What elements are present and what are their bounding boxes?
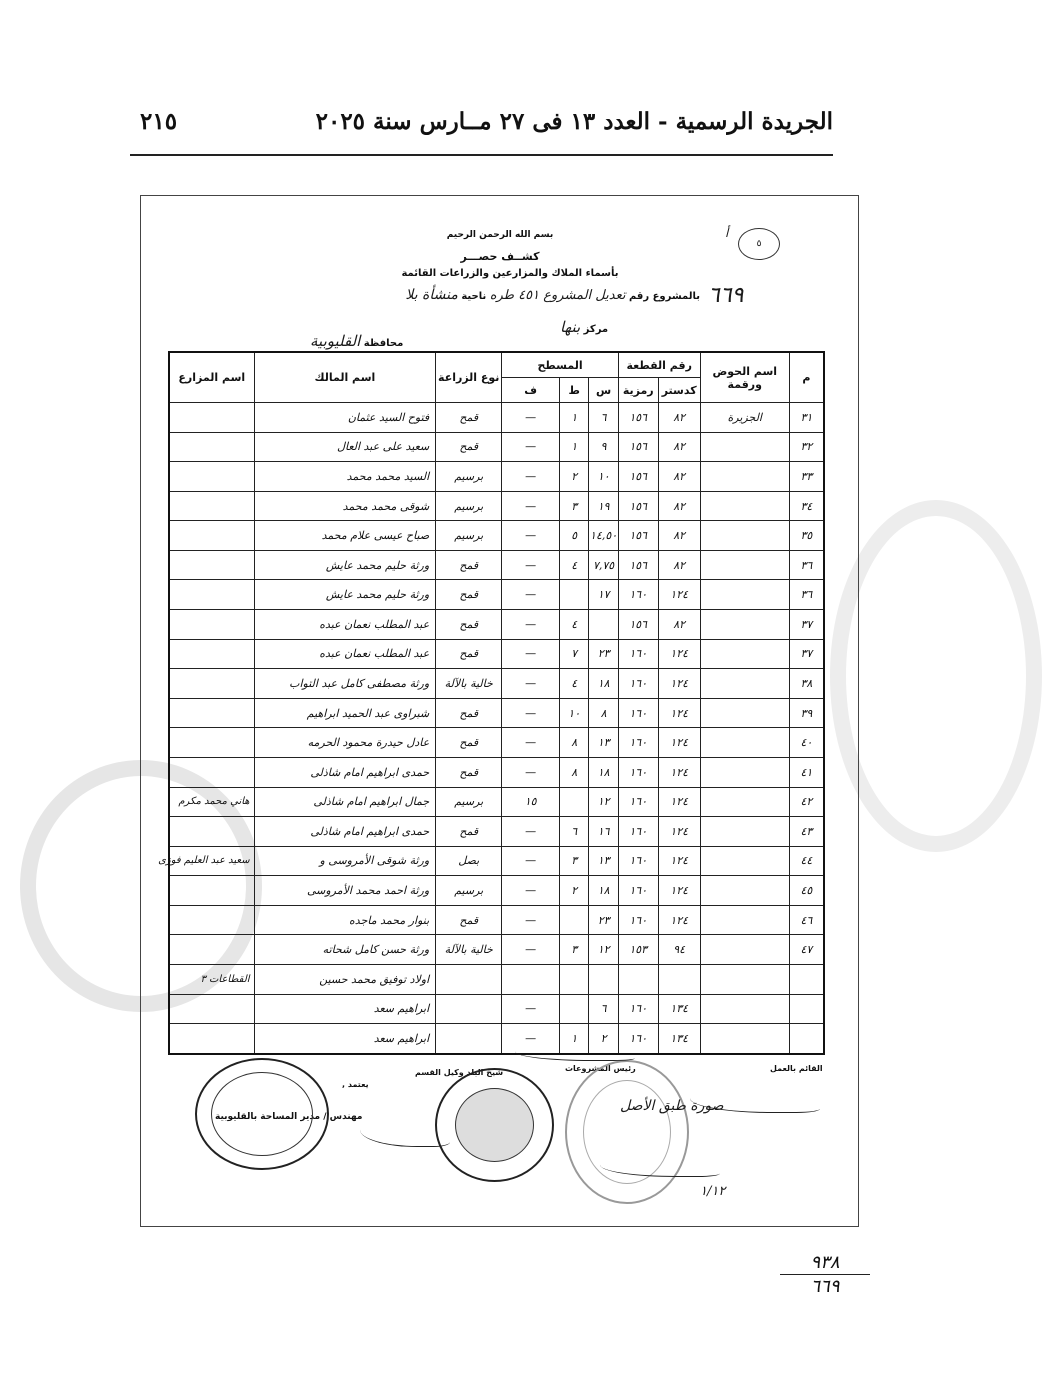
- cadastre-no: ١٢٤: [658, 817, 700, 847]
- area-sahm: ١٦: [589, 817, 618, 847]
- cadastre-no: ٨٢: [658, 462, 700, 492]
- farmer-name: سعيد عبد العليم فوزى: [169, 846, 254, 876]
- symbolic-no: ١٦٠: [618, 905, 658, 935]
- row-number: ٤٢: [789, 787, 824, 817]
- farmer-name: [169, 639, 254, 669]
- basin-name: [700, 1024, 789, 1054]
- row-number: ٣١: [789, 403, 824, 433]
- header-cadastre: كدستر: [658, 378, 700, 403]
- cadastre-no: ١٢٤: [658, 728, 700, 758]
- farmer-name: [169, 403, 254, 433]
- owner-name: عبد المطلب نعمان عبده: [254, 639, 436, 669]
- area-qirat: ٥: [560, 521, 589, 551]
- basin-name: [700, 757, 789, 787]
- symbolic-no: ١٥٣: [618, 935, 658, 965]
- document-subtitle: بأسماء الملاك والمزارعين والزراعات القائمة: [401, 268, 619, 279]
- table-row: [169, 994, 824, 1024]
- table-row: [169, 846, 824, 876]
- area-qirat: ٨: [560, 757, 589, 787]
- basin-name: [700, 610, 789, 640]
- area-sahm: ١٨: [589, 669, 618, 699]
- farmer-name: [169, 905, 254, 935]
- crop-type: خالية بالآلة: [436, 935, 502, 965]
- area-sahm: ١٨: [589, 876, 618, 906]
- owner-name: ابراهيم سعد: [254, 994, 436, 1024]
- header-farmer: اسم المزارع: [169, 352, 254, 403]
- cadastre-no: ٨٢: [658, 521, 700, 551]
- symbolic-no: ١٦٠: [618, 639, 658, 669]
- owner-name: حمدى ابراهيم امام شاذلى: [254, 817, 436, 847]
- table-row: [169, 757, 824, 787]
- symbolic-no: ١٦٠: [618, 1024, 658, 1054]
- area-feddan: —: [502, 876, 560, 906]
- table-row: [169, 817, 824, 847]
- symbolic-no: ١٥٦: [618, 462, 658, 492]
- owner-name: اولاد توفيق محمد حسين: [254, 964, 436, 994]
- cadastre-no: ١٣٤: [658, 1024, 700, 1054]
- area-qirat: ١: [560, 403, 589, 433]
- header-area: المسطح: [502, 352, 619, 378]
- fraction-bar: [780, 1274, 870, 1275]
- row-number: ٣٦: [789, 550, 824, 580]
- table-row: [169, 728, 824, 758]
- crop-type: قمح: [436, 550, 502, 580]
- area-qirat: [560, 787, 589, 817]
- area-qirat: ١: [560, 432, 589, 462]
- symbolic-no: ١٦٠: [618, 728, 658, 758]
- owner-name: ورثة شوقى الأمروسى و: [254, 846, 436, 876]
- farmer-name: [169, 610, 254, 640]
- area-sahm: ٩: [589, 432, 618, 462]
- table-row: [169, 876, 824, 906]
- owner-name: فتوح السيد عثمان: [254, 403, 436, 433]
- cadastre-no: ٨٢: [658, 432, 700, 462]
- table-row: [169, 521, 824, 551]
- area-feddan: —: [502, 403, 560, 433]
- owner-name: صباح عيسى علام محمد: [254, 521, 436, 551]
- table-row: [169, 669, 824, 699]
- governorate-value: القليوبية: [310, 332, 361, 350]
- area-sahm: ٢٣: [589, 639, 618, 669]
- farmer-name: [169, 1024, 254, 1054]
- farmer-name: هاني محمد مكرم: [169, 787, 254, 817]
- row-number: ٤٤: [789, 846, 824, 876]
- basin-name: [700, 639, 789, 669]
- crop-type: قمح: [436, 432, 502, 462]
- owner-name: شبراوى عبد الحميد ابراهيم: [254, 698, 436, 728]
- basin-name: [700, 876, 789, 906]
- area-feddan: —: [502, 432, 560, 462]
- symbolic-no: ١٥٦: [618, 610, 658, 640]
- owner-name: عادل حيدرة محمود الحرمه: [254, 728, 436, 758]
- basin-name: [700, 964, 789, 994]
- crop-type: قمح: [436, 403, 502, 433]
- district-value: منشأة بلا: [405, 287, 458, 303]
- table-row: [169, 905, 824, 935]
- table-row: [169, 403, 824, 433]
- farmer-name: [169, 491, 254, 521]
- document-title: كشــف حصـــر: [460, 250, 540, 263]
- area-sahm: ٧,٧٥: [589, 550, 618, 580]
- area-sahm: [589, 610, 618, 640]
- area-sahm: ١٣: [589, 846, 618, 876]
- markaz-label: مركز: [583, 324, 609, 335]
- worker-label: القائم بالعمل: [770, 1064, 823, 1073]
- owner-name: بنوار محمد ماجده: [254, 905, 436, 935]
- area-qirat: ٧: [560, 639, 589, 669]
- markaz-value: بنها: [560, 318, 581, 336]
- area-feddan: —: [502, 817, 560, 847]
- crop-type: برسيم: [436, 491, 502, 521]
- area-feddan: —: [502, 846, 560, 876]
- area-sahm: [589, 964, 618, 994]
- row-number: ٣٧: [789, 639, 824, 669]
- crop-type: برسيم: [436, 876, 502, 906]
- row-number: ٤٥: [789, 876, 824, 906]
- cadastre-no: ١٢٤: [658, 757, 700, 787]
- area-feddan: —: [502, 757, 560, 787]
- symbolic-no: ١٦٠: [618, 876, 658, 906]
- cadastre-no: ١٢٤: [658, 698, 700, 728]
- header-qirat: ط: [560, 378, 589, 403]
- table-row: [169, 639, 824, 669]
- row-number: ٣٥: [789, 521, 824, 551]
- area-sahm: ١٣: [589, 728, 618, 758]
- table-row: [169, 580, 824, 610]
- crop-type: قمح: [436, 757, 502, 787]
- area-qirat: ٦: [560, 817, 589, 847]
- projects-head-label: رئيس المشروعات: [565, 1064, 636, 1073]
- council-seal: [565, 1060, 689, 1204]
- area-feddan: —: [502, 462, 560, 492]
- farmer-name: [169, 669, 254, 699]
- crop-type: قمح: [436, 817, 502, 847]
- footnote-numerator: ٩٣٨: [810, 1252, 840, 1273]
- area-feddan: —: [502, 610, 560, 640]
- area-qirat: ٣: [560, 935, 589, 965]
- footnote-denominator: ٦٦٩: [810, 1276, 840, 1297]
- area-sahm: ٢: [589, 1024, 618, 1054]
- footnote-fraction: [770, 1252, 880, 1297]
- header-crop: نوع الزراعة: [436, 352, 502, 403]
- owner-name: ورثة مصطفى كامل عبد التواب: [254, 669, 436, 699]
- crop-type: برسيم: [436, 462, 502, 492]
- crop-type: قمح: [436, 905, 502, 935]
- signature-note: صورة طبق الأصل: [620, 1098, 724, 1114]
- owner-name: ورثة حسن كامل شحاته: [254, 935, 436, 965]
- owner-name: ورثة حليم محمد عايش: [254, 550, 436, 580]
- basin-name: [700, 787, 789, 817]
- area-sahm: ١٩: [589, 491, 618, 521]
- owner-name: ورثة احمد محمد الأمروسى: [254, 876, 436, 906]
- symbolic-no: ١٦٠: [618, 580, 658, 610]
- farmer-name: [169, 994, 254, 1024]
- row-number: ٣٢: [789, 432, 824, 462]
- area-qirat: ١: [560, 1024, 589, 1054]
- crop-type: [436, 994, 502, 1024]
- area-sahm: ١٢: [589, 935, 618, 965]
- farmer-name: [169, 817, 254, 847]
- row-number: ٤٣: [789, 817, 824, 847]
- basin-name: [700, 580, 789, 610]
- gazette-header: [130, 108, 833, 148]
- area-sahm: ١٢: [589, 787, 618, 817]
- symbolic-no: ١٥٦: [618, 491, 658, 521]
- area-sahm: ١٧: [589, 580, 618, 610]
- symbolic-no: ١٦٠: [618, 669, 658, 699]
- watermark-arc: [830, 500, 1042, 852]
- table-row: [169, 610, 824, 640]
- basin-name: [700, 817, 789, 847]
- area-sahm: ١٨: [589, 757, 618, 787]
- area-qirat: [560, 905, 589, 935]
- table-row: [169, 935, 824, 965]
- row-number: ٣٩: [789, 698, 824, 728]
- table-row: [169, 432, 824, 462]
- farmer-name: [169, 580, 254, 610]
- farmer-name: [169, 521, 254, 551]
- cadastre-no: ٨٢: [658, 610, 700, 640]
- table-row: [169, 550, 824, 580]
- cadastre-no: ١٣٤: [658, 994, 700, 1024]
- basin-name: [700, 432, 789, 462]
- area-feddan: —: [502, 905, 560, 935]
- cadastre-no: ١٢٤: [658, 846, 700, 876]
- crop-type: خالية بالآلة: [436, 669, 502, 699]
- row-number: ٤٧: [789, 935, 824, 965]
- table-row: [169, 964, 824, 994]
- symbolic-no: ١٥٦: [618, 403, 658, 433]
- header-symbolic: رمزية: [618, 378, 658, 403]
- cadastre-no: ١٢٤: [658, 580, 700, 610]
- eagle-seal: [435, 1068, 554, 1182]
- cadastre-no: ١٢٤: [658, 787, 700, 817]
- ref-number: ٦٦٩: [708, 283, 744, 308]
- survey-table: [158, 351, 825, 1055]
- symbolic-no: ١٥٦: [618, 521, 658, 551]
- owner-name: السيد محمد محمد: [254, 462, 436, 492]
- basin-name: [700, 462, 789, 492]
- symbolic-no: ١٦٠: [618, 846, 658, 876]
- row-number: ٣٦: [789, 580, 824, 610]
- cadastre-no: ٨٢: [658, 550, 700, 580]
- owner-name: عبد المطلب نعمان عبده: [254, 610, 436, 640]
- area-sahm: ٦: [589, 403, 618, 433]
- cadastre-no: ١٢٤: [658, 639, 700, 669]
- farmer-name: [169, 550, 254, 580]
- area-feddan: —: [502, 580, 560, 610]
- farmer-name: [169, 757, 254, 787]
- table-row: [169, 698, 824, 728]
- symbolic-no: ١٥٦: [618, 550, 658, 580]
- basin-name: [700, 935, 789, 965]
- area-feddan: [502, 964, 560, 994]
- section-agent-label: شيخ البلد وكيل القسم: [415, 1068, 504, 1077]
- basin-name: [700, 728, 789, 758]
- area-feddan: —: [502, 1024, 560, 1054]
- owner-name: جمال ابراهيم امام شاذلى: [254, 787, 436, 817]
- basin-name: [700, 846, 789, 876]
- area-qirat: ٨: [560, 728, 589, 758]
- governorate-label: محافظة: [363, 338, 404, 349]
- crop-type: قمح: [436, 610, 502, 640]
- crop-type: [436, 1024, 502, 1054]
- area-sahm: ٦: [589, 994, 618, 1024]
- basin-name: [700, 669, 789, 699]
- cadastre-no: ١٢٤: [658, 876, 700, 906]
- cadastre-no: ١٢٤: [658, 669, 700, 699]
- crop-type: [436, 964, 502, 994]
- farmer-name: [169, 698, 254, 728]
- row-number: ٣٤: [789, 491, 824, 521]
- header-sahm: س: [589, 378, 618, 403]
- header-rule: [130, 154, 833, 156]
- basin-name: [700, 905, 789, 935]
- crop-type: قمح: [436, 639, 502, 669]
- area-feddan: —: [502, 994, 560, 1024]
- farmer-name: [169, 462, 254, 492]
- row-number: ٣٧: [789, 610, 824, 640]
- symbolic-no: ١٥٦: [618, 432, 658, 462]
- cadastre-no: ١٢٤: [658, 905, 700, 935]
- cadastre-no: ٨٢: [658, 403, 700, 433]
- cadastre-no: [658, 964, 700, 994]
- approved-label: يعتمد ,: [342, 1080, 369, 1089]
- crop-type: قمح: [436, 698, 502, 728]
- area-sahm: ٢٣: [589, 905, 618, 935]
- project-line: [300, 287, 700, 303]
- header-m: م: [789, 352, 824, 403]
- survey-seal: [195, 1058, 329, 1170]
- symbolic-no: ١٦٠: [618, 787, 658, 817]
- row-number: [789, 964, 824, 994]
- farmer-name: القطاعات ٣: [169, 964, 254, 994]
- area-feddan: ١٥: [502, 787, 560, 817]
- area-qirat: [560, 580, 589, 610]
- crop-type: قمح: [436, 580, 502, 610]
- area-feddan: —: [502, 521, 560, 551]
- district-label: ناحية: [461, 291, 487, 302]
- row-number: ٣٣: [789, 462, 824, 492]
- area-feddan: —: [502, 639, 560, 669]
- area-feddan: —: [502, 550, 560, 580]
- basin-name: [700, 550, 789, 580]
- farmer-name: [169, 876, 254, 906]
- basin-name: الجزيرة: [700, 403, 789, 433]
- table-row: [169, 462, 824, 492]
- area-qirat: ٤: [560, 610, 589, 640]
- area-qirat: ٢: [560, 876, 589, 906]
- corner-stamp: ٥: [738, 228, 780, 260]
- header-feddan: ف: [502, 378, 560, 403]
- page-number: ٢١٥: [140, 108, 178, 135]
- area-qirat: [560, 994, 589, 1024]
- basin-name: [700, 698, 789, 728]
- area-qirat: ١٠: [560, 698, 589, 728]
- project-value: تعديل المشروع ٤٥١ طره: [489, 288, 626, 303]
- area-sahm: ٨: [589, 698, 618, 728]
- crop-type: قمح: [436, 728, 502, 758]
- table-row: [169, 787, 824, 817]
- gazette-title: الجريدة الرسمية - العدد ١٣ فى ٢٧ مــارس سنة ٢٠٢٥: [315, 108, 833, 135]
- row-number: ٣٨: [789, 669, 824, 699]
- farmer-name: [169, 432, 254, 462]
- engineer-label: مهندس / مدير المساحة بالقليوبية: [215, 1112, 363, 1122]
- symbolic-no: ١٦٠: [618, 994, 658, 1024]
- owner-name: حمدى ابراهيم امام شاذلى: [254, 757, 436, 787]
- basin-name: [700, 994, 789, 1024]
- area-qirat: ٢: [560, 462, 589, 492]
- project-label: بالمشروع رقم: [628, 291, 700, 302]
- crop-type: برسيم: [436, 787, 502, 817]
- cadastre-no: ٩٤: [658, 935, 700, 965]
- owner-name: ابراهيم سعد: [254, 1024, 436, 1054]
- farmer-name: [169, 728, 254, 758]
- header-owner: اسم المالك: [254, 352, 436, 403]
- row-number: ٤١: [789, 757, 824, 787]
- cadastre-no: ٨٢: [658, 491, 700, 521]
- area-feddan: —: [502, 728, 560, 758]
- basin-name: [700, 491, 789, 521]
- row-number: ٤٠: [789, 728, 824, 758]
- row-number: [789, 994, 824, 1024]
- area-feddan: —: [502, 669, 560, 699]
- header-basin: اسم الحوض ورقمة: [700, 352, 789, 403]
- table-row: [169, 491, 824, 521]
- farmer-name: [169, 935, 254, 965]
- area-qirat: ٣: [560, 491, 589, 521]
- markaz-line: [560, 318, 608, 336]
- area-feddan: —: [502, 491, 560, 521]
- governorate-line: [310, 332, 403, 350]
- area-qirat: ٤: [560, 550, 589, 580]
- area-qirat: ٤: [560, 669, 589, 699]
- table-row: [169, 1024, 824, 1054]
- basmala: بسم الله الرحمن الرحيم: [446, 230, 554, 240]
- header-plot-no: رقم القطعة: [618, 352, 700, 378]
- area-feddan: —: [502, 935, 560, 965]
- owner-name: سعيد على عبد العال: [254, 432, 436, 462]
- symbolic-no: ١٦٠: [618, 757, 658, 787]
- owner-name: ورثة حليم محمد عايش: [254, 580, 436, 610]
- area-sahm: ١٤,٥٠: [589, 521, 618, 551]
- row-number: ٤٦: [789, 905, 824, 935]
- symbolic-no: [618, 964, 658, 994]
- area-qirat: [560, 964, 589, 994]
- area-qirat: ٣: [560, 846, 589, 876]
- date-note: ١/١٢: [700, 1184, 726, 1199]
- basin-name: [700, 521, 789, 551]
- owner-name: شوقى محمد محمد: [254, 491, 436, 521]
- symbolic-no: ١٦٠: [618, 698, 658, 728]
- area-sahm: ١٠: [589, 462, 618, 492]
- corner-mark: أ: [725, 226, 729, 240]
- row-number: [789, 1024, 824, 1054]
- symbolic-no: ١٦٠: [618, 817, 658, 847]
- crop-type: برسيم: [436, 521, 502, 551]
- crop-type: بصل: [436, 846, 502, 876]
- area-feddan: —: [502, 698, 560, 728]
